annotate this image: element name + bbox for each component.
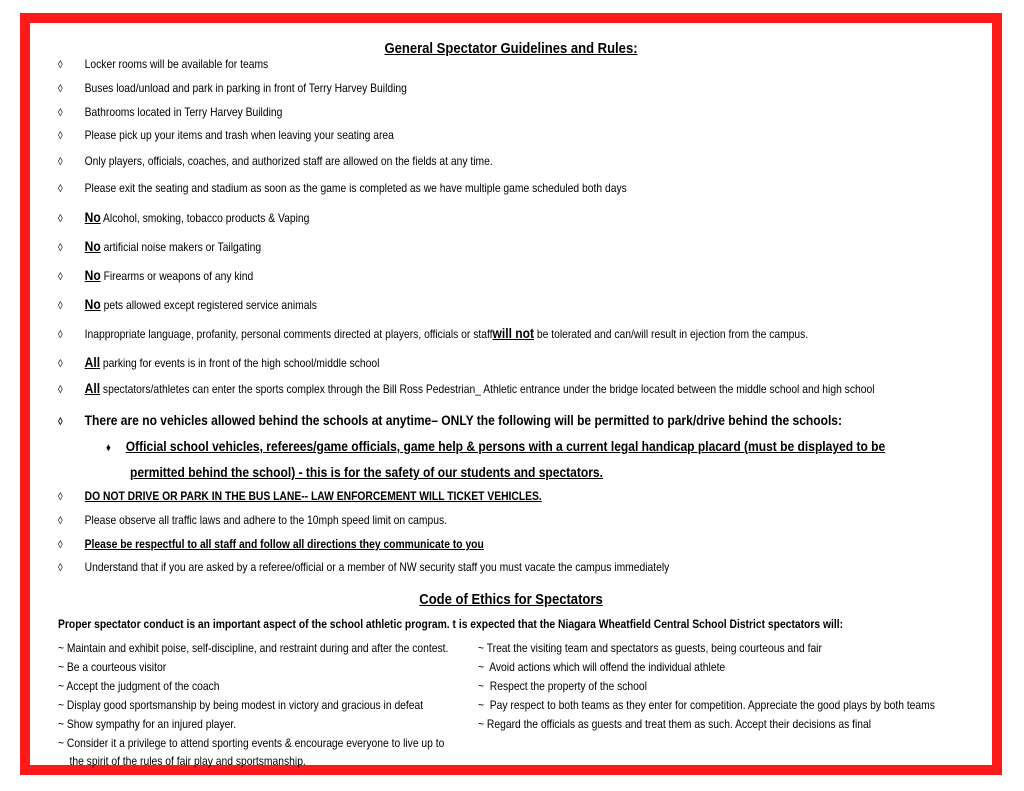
rule-item <box>58 154 832 168</box>
document-frame <box>20 13 1002 775</box>
bullet-marker: ◊ <box>58 416 63 428</box>
rule-respect <box>58 537 832 551</box>
permitted-text-line1: Official school vehicles, referees/game officials, game help & persons with a current legal handicap placard (must be displayed to be <box>125 438 886 454</box>
bullet-marker: ◊ <box>58 271 63 283</box>
rule-traffic <box>58 513 832 527</box>
ethics-item: ~ Treat the visiting team and spectators as guests, being courteous and fair <box>478 641 822 655</box>
bullet-marker: ◊ <box>58 83 63 95</box>
rule-text: Firearms or weapons of any kind <box>100 269 254 283</box>
rule-text: DO NOT DRIVE OR PARK IN THE BUS LANE-- LAW ENFORCEMENT WILL TICKET VEHICLES. <box>84 489 542 503</box>
rule-text: Please exit the seating and stadium as soon as the game is completed as we have multiple game scheduled both days <box>84 181 627 195</box>
rule-item <box>58 380 875 396</box>
rule-lead: All <box>84 380 101 396</box>
ethics-item: ~ Respect the property of the school <box>478 679 647 693</box>
rule-text: Alcohol, smoking, tobacco products & Vaping <box>100 211 310 225</box>
rule-lead: No <box>84 296 101 312</box>
rule-text: spectators/athletes can enter the sports complex through the Bill Ross Pedestrian_ Athletic entrance under the bridge located between the middle school and high school <box>100 382 875 396</box>
rule-text: Locker rooms will be available for teams <box>84 57 269 71</box>
sub-bullet-marker: ♦ <box>106 442 111 454</box>
rule-text: Bathrooms located in Terry Harvey Building <box>84 105 283 119</box>
bullet-marker: ◊ <box>58 242 63 254</box>
rule-text: Understand that if you are asked by a referee/official or a member of NW security staff you must vacate the campus immediately <box>84 560 670 574</box>
bullet-marker: ◊ <box>58 300 63 312</box>
ethics-item: ~ Be a courteous visitor <box>58 660 167 674</box>
rule-no-vehicles <box>58 412 843 428</box>
ethics-item: ~ Show sympathy for an injured player. <box>58 717 237 731</box>
rule-item <box>58 325 832 341</box>
rule-emphasis: will not <box>492 325 534 341</box>
rule-item <box>58 57 832 71</box>
bullet-marker: ◊ <box>58 562 63 574</box>
rule-lead: All <box>84 354 101 370</box>
permitted-vehicles-item <box>106 438 886 454</box>
bullet-marker: ◊ <box>58 156 63 168</box>
rule-item <box>58 81 832 95</box>
bullet-marker: ◊ <box>58 329 63 341</box>
rule-item <box>58 105 832 119</box>
bullet-marker: ◊ <box>58 213 63 225</box>
ethics-item: ~ Accept the judgment of the coach <box>58 679 220 693</box>
rule-text: Please observe all traffic laws and adhere to the 10mph speed limit on campus. <box>84 513 448 527</box>
bullet-marker: ◊ <box>58 384 63 396</box>
ethics-item: ~ Pay respect to both teams as they enter for competition. Appreciate the good plays by both teams <box>478 698 935 712</box>
bullet-marker: ◊ <box>58 59 63 71</box>
ethics-item: ~ Regard the officials as guests and treat them as such. Accept their decisions as final <box>478 717 872 731</box>
rule-text: parking for events is in front of the high school/middle school <box>100 356 380 370</box>
ethics-item: ~ Maintain and exhibit poise, self-discipline, and restraint during and after the contest. <box>58 641 449 655</box>
rule-text: artificial noise makers or Tailgating <box>100 240 262 254</box>
permitted-vehicles-continuation <box>130 464 904 480</box>
rule-item <box>58 128 832 142</box>
bullet-marker: ◊ <box>58 539 63 551</box>
rule-item <box>58 267 832 283</box>
rule-bus-lane <box>58 489 832 503</box>
ethics-item: ~ Display good sportsmanship by being modest in victory and gracious in defeat <box>58 698 424 712</box>
rule-lead: No <box>84 209 101 225</box>
ethics-intro: Proper spectator conduct is an important aspect of the school athletic program. t is expected that the Niagara Wheatfield Central School District spectators will: <box>58 617 844 631</box>
bullet-marker: ◊ <box>58 183 63 195</box>
bullet-marker: ◊ <box>58 107 63 119</box>
rule-text: Please pick up your items and trash when leaving your seating area <box>84 128 394 142</box>
rule-text: Inappropriate language, profanity, personal comments directed at players, officials or staff <box>84 327 493 341</box>
rule-item <box>58 209 832 225</box>
bullet-marker: ◊ <box>58 491 63 503</box>
ethics-item: the spirit of the rules of fair play and sportsmanship. <box>58 754 306 768</box>
rule-vacate <box>58 560 832 574</box>
rule-item <box>58 238 832 254</box>
rule-lead: No <box>84 267 101 283</box>
bullet-marker: ◊ <box>58 358 63 370</box>
rule-item <box>58 181 832 195</box>
rule-item <box>58 296 832 312</box>
guidelines-title: General Spectator Guidelines and Rules: <box>384 41 638 57</box>
rule-text: Only players, officials, coaches, and authorized staff are allowed on the fields at any time. <box>84 154 493 168</box>
rule-lead: No <box>84 238 101 254</box>
ethics-item: ~ Consider it a privilege to attend sporting events & encourage everyone to live up to <box>58 736 445 750</box>
rule-text: Please be respectful to all staff and follow all directions they communicate to you <box>84 537 484 551</box>
rule-text: Buses load/unload and park in parking in front of Terry Harvey Building <box>84 81 407 95</box>
ethics-item: ~ Avoid actions which will offend the individual athlete <box>478 660 726 674</box>
bullet-marker: ◊ <box>58 130 63 142</box>
bullet-marker: ◊ <box>58 515 63 527</box>
rule-item <box>58 354 832 370</box>
rule-text: There are no vehicles allowed behind the schools at anytime– ONLY the following will be permitted to park/drive behind the schools: <box>84 412 843 428</box>
permitted-text-line2: permitted behind the school) - this is for the safety of our students and spectators. <box>130 464 603 480</box>
rule-text-tail: be tolerated and can/will result in ejection from the campus. <box>533 327 809 341</box>
ethics-title: Code of Ethics for Spectators <box>419 592 603 608</box>
rule-text: pets allowed except registered service animals <box>100 298 317 312</box>
